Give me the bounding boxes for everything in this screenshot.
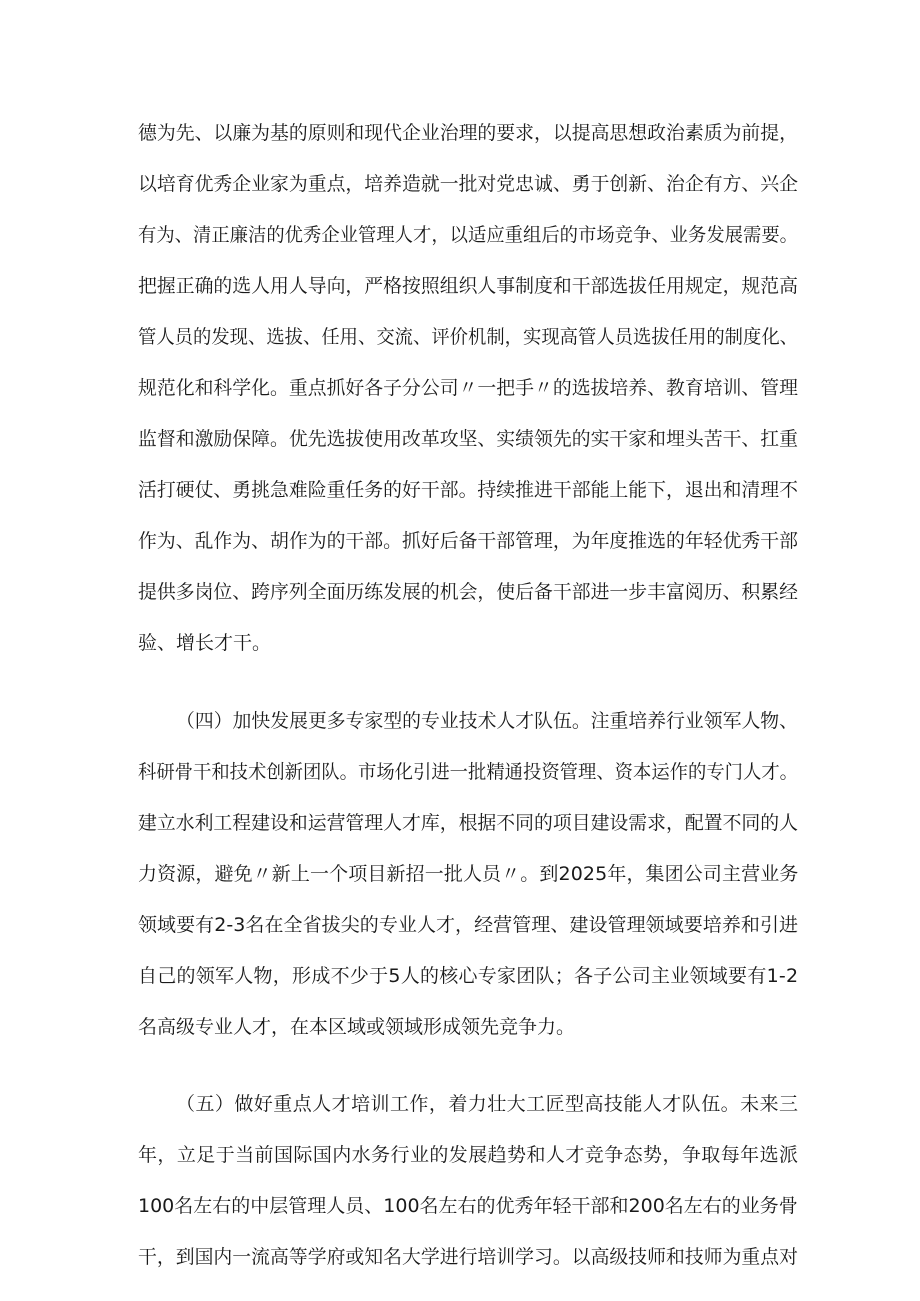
text-line: 德为先、以廉为基的原则和现代企业治理的要求，以提高思想政治素质为前提，: [138, 122, 798, 144]
text-line: 建立水利工程建设和运营管理人才库，根据不同的项目建设需求，配置不同的人: [138, 812, 798, 834]
text-line: （四）加快发展更多专家型的专业技术人才队伍。注重培养行业领军人物、: [176, 710, 798, 732]
text-line: 科研骨干和技术创新团队。市场化引进一批精通投资管理、资本运作的专门人才。: [138, 761, 798, 783]
text-line: 验、增长才干。: [138, 632, 272, 654]
text-line: 干，到国内一流高等学府或知名大学进行培训学习。以高级技师和技师为重点对: [138, 1246, 798, 1268]
text-line: 力资源，避免〃新上一个项目新招一批人员〃。到2025年，集团公司主营业务: [138, 863, 798, 885]
text-line: （五）做好重点人才培训工作，着力壮大工匠型高技能人才队伍。未来三: [176, 1093, 798, 1115]
text-line: 规范化和科学化。重点抓好各子分公司〃一把手〃的选拔培养、教育培训、管理: [138, 377, 798, 399]
text-line: 作为、乱作为、胡作为的干部。抓好后备干部管理，为年度推选的年轻优秀干部: [138, 530, 798, 552]
text-line: 有为、清正廉洁的优秀企业管理人才，以适应重组后的市场竞争、业务发展需要。: [138, 224, 798, 246]
text-line: 管人员的发现、选拔、任用、交流、评价机制，实现高管人员选拔任用的制度化、: [138, 326, 798, 348]
text-line: 提供多岗位、跨序列全面历练发展的机会，使后备干部进一步丰富阅历、积累经: [138, 581, 798, 603]
text-line: 100名左右的中层管理人员、100名左右的优秀年轻干部和200名左右的业务骨: [138, 1195, 798, 1217]
text-line: 以培育优秀企业家为重点，培养造就一批对党忠诚、勇于创新、治企有方、兴企: [138, 173, 798, 195]
text-line: 监督和激励保障。优先选拔使用改革攻坚、实绩领先的实干家和埋头苦干、扛重: [138, 428, 798, 450]
text-line: 把握正确的选人用人导向，严格按照组织人事制度和干部选拔任用规定，规范高: [138, 275, 798, 297]
text-line: 名高级专业人才，在本区域或领域形成领先竞争力。: [138, 1016, 576, 1038]
text-line: 自己的领军人物，形成不少于5人的核心专家团队；各子公司主业领域要有1-2: [138, 965, 798, 987]
text-line: 活打硬仗、勇挑急难险重任务的好干部。持续推进干部能上能下，退出和清理不: [138, 479, 798, 501]
text-line: 年，立足于当前国际国内水务行业的发展趋势和人才竞争态势，争取每年选派: [138, 1144, 798, 1166]
text-line: 领域要有2-3名在全省拔尖的专业人才，经营管理、建设管理领域要培养和引进: [138, 914, 798, 936]
